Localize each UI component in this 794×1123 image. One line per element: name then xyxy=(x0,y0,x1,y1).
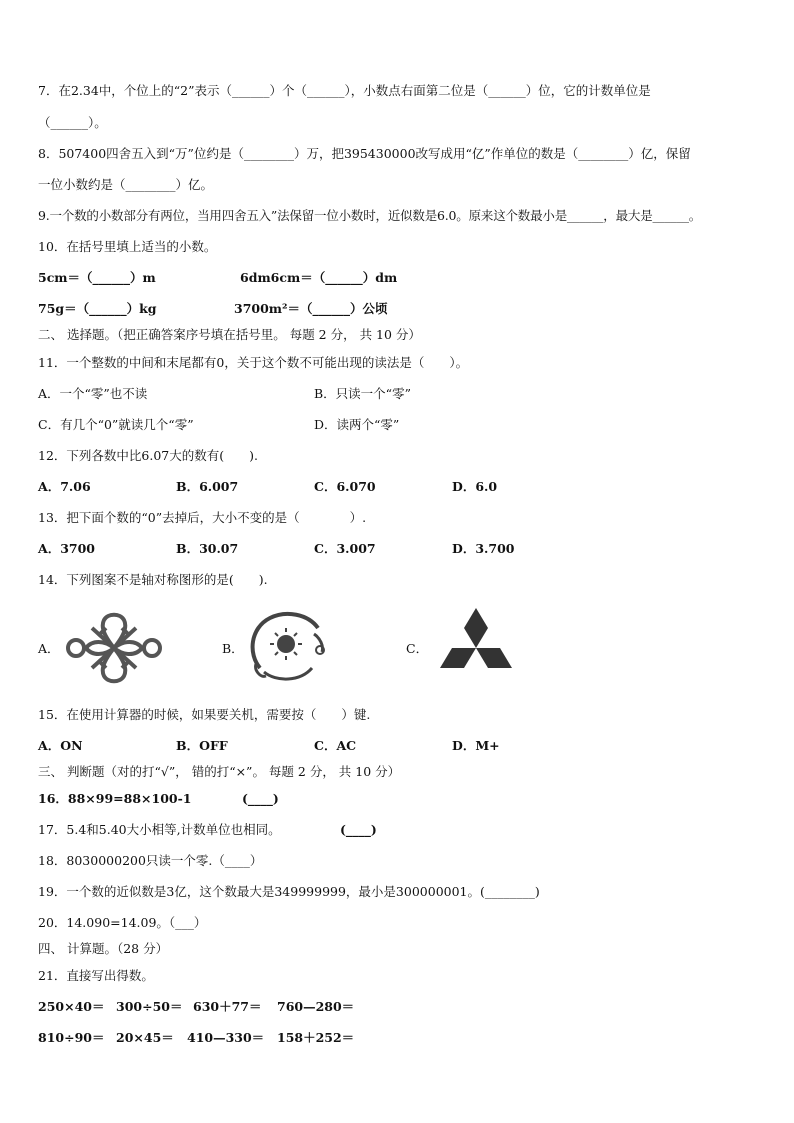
q8-line2: 一位小数约是（________）亿。 xyxy=(38,177,214,192)
q14-label-a: A． xyxy=(38,641,60,656)
q10-item-4: 3700m²＝（______）公顷 xyxy=(234,301,388,316)
q10-item-3: 75g＝（______）kg xyxy=(38,301,157,316)
q21-row2-item-3: 410—330＝ xyxy=(187,1030,265,1045)
q10-stem: 10．在括号里填上适当的小数。 xyxy=(38,239,217,254)
q11-stem: 11．一个整数的中间和末尾都有0，关于这个数不可能出现的读法是（ ）。 xyxy=(38,355,469,370)
q16-blank: (____) xyxy=(242,791,279,806)
q13-option-d: D．3.700 xyxy=(452,541,515,556)
q10-item-2: 6dm6cm＝（______）dm xyxy=(240,270,398,285)
section-2-heading: 二、 选择题。（把正确答案序号填在括号里。 每题 2 分， 共 10 分） xyxy=(38,327,421,342)
q15-stem: 15．在使用计算器的时候，如果要关机，需要按（ ）键. xyxy=(38,707,371,722)
q7-line1: 7．在2.34中，个位上的“2”表示（______）个（______），小数点右面第二位是（______）位，它的计数单位是 xyxy=(38,83,651,98)
q21-row1-item-1: 250×40＝ xyxy=(38,999,105,1014)
knot-pattern-figure xyxy=(62,608,166,686)
three-diamonds-figure xyxy=(438,606,514,686)
q21-row2-item-4: 158＋252＝ xyxy=(277,1030,355,1045)
q21-row1-item-4: 760—280＝ xyxy=(277,999,355,1014)
q13-stem: 13．把下面个数的“0”去掉后，大小不变的是（ ）. xyxy=(38,510,367,525)
q15-option-b: B．OFF xyxy=(176,738,228,753)
q14-stem: 14．下列图案不是轴对称图形的是( ). xyxy=(38,572,268,587)
q9-text: 9.一个数的小数部分有两位，当用四舍五入”法保留一位小数时，近似数是6.0。原来这个数最小是______，最大是______。 xyxy=(38,208,702,223)
section-4-heading: 四、 计算题。（28 分） xyxy=(38,941,169,956)
q20-text: 20．14.090=14.09。（___） xyxy=(38,915,207,930)
q15-option-c: C．AC xyxy=(314,738,357,753)
q15-option-a: A．ON xyxy=(38,738,83,753)
q17-blank: (____) xyxy=(340,822,377,837)
q11-option-a: A．一个“零”也不读 xyxy=(38,386,148,401)
q21-row1-item-3: 630＋77＝ xyxy=(193,999,262,1014)
q12-option-d: D．6.0 xyxy=(452,479,498,494)
q21-row1-item-2: 300÷50＝ xyxy=(116,999,183,1014)
q13-option-a: A．3700 xyxy=(38,541,95,556)
q12-option-a: A．7.06 xyxy=(38,479,91,494)
q21-row2-item-2: 20×45＝ xyxy=(116,1030,174,1045)
q19-text: 19．一个数的近似数是3亿，这个数最大是349999999，最小是300000001。(________) xyxy=(38,884,540,899)
circular-emblem-figure xyxy=(240,606,332,686)
q14-label-c: C． xyxy=(406,641,429,656)
q8-line1: 8．507400四舍五入到“万”位约是（________）万，把395430000改写成用“亿”作单位的数是（________）亿，保留 xyxy=(38,146,691,161)
q21-stem: 21．直接写出得数。 xyxy=(38,968,154,983)
q10-item-1: 5cm＝（______）m xyxy=(38,270,156,285)
q13-option-b: B．30.07 xyxy=(176,541,239,556)
q12-option-c: C．6.070 xyxy=(314,479,376,494)
section-3-heading: 三、 判断题（对的打“√”， 错的打“×”。 每题 2 分， 共 10 分） xyxy=(38,764,401,779)
q7-line2: （______）。 xyxy=(38,115,107,130)
q21-row2-item-1: 810÷90＝ xyxy=(38,1030,105,1045)
q11-option-b: B．只读一个“零” xyxy=(314,386,411,401)
q18-text: 18．8030000200只读一个零.（____） xyxy=(38,853,263,868)
q16-text: 16．88×99=88×100-1 xyxy=(38,791,192,806)
q11-option-c: C．有几个“0”就读几个“零” xyxy=(38,417,194,432)
q11-option-d: D．读两个“零” xyxy=(314,417,400,432)
q12-option-b: B．6.007 xyxy=(176,479,239,494)
q12-stem: 12．下列各数中比6.07大的数有( ). xyxy=(38,448,258,463)
q14-label-b: B． xyxy=(222,641,244,656)
q15-option-d: D．M+ xyxy=(452,738,500,753)
q13-option-c: C．3.007 xyxy=(314,541,376,556)
q17-text: 17．5.4和5.40大小相等,计数单位也相同。 xyxy=(38,822,281,837)
